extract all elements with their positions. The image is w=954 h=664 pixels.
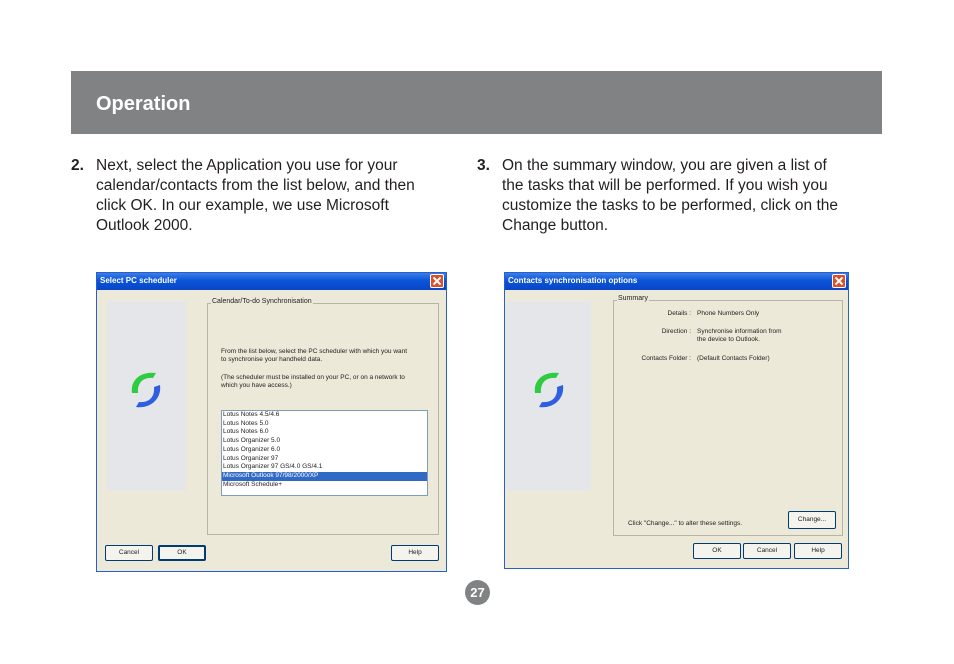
step-number: 2.: [71, 157, 84, 174]
list-item[interactable]: Lotus Organizer 97 GS/4.0 GS/4.1: [223, 463, 323, 471]
page-number: 27: [465, 580, 490, 605]
step-line: the tasks that will be performed. If you wish you: [502, 177, 828, 194]
step-line: Outlook 2000.: [96, 217, 193, 234]
list-item[interactable]: Lotus Notes 6.0: [223, 428, 269, 436]
group-label: Calendar/To-do Synchronisation: [212, 298, 312, 305]
list-item[interactable]: Lotus Organizer 5.0: [223, 437, 281, 445]
dialog-title: Select PC scheduler: [100, 276, 177, 285]
section-header: [71, 71, 882, 134]
select-pc-scheduler-dialog: [96, 272, 447, 572]
contacts-sync-options-dialog: [504, 272, 849, 569]
step-text: [502, 156, 838, 236]
instruction-line: From the list below, select the PC scheduler with which you want: [221, 348, 408, 355]
sync-logo-icon: [126, 367, 166, 413]
step-text: [96, 156, 415, 236]
list-item[interactable]: Microsoft Schedule+: [223, 480, 283, 488]
change-button[interactable]: Change...: [788, 511, 836, 529]
step-line: On the summary window, you are given a list of: [502, 157, 827, 174]
help-button[interactable]: Help: [391, 545, 439, 561]
step-line: calendar/contacts from the list below, and then: [96, 177, 415, 194]
change-hint: Click "Change..." to alter these settings.: [628, 520, 743, 527]
sync-logo-icon: [529, 367, 569, 413]
side-panel: [507, 301, 591, 491]
note-line: which you have access.): [221, 382, 292, 389]
direction-label: Direction :: [661, 328, 691, 335]
step-line: Change button.: [502, 217, 609, 234]
section-title: Operation: [96, 93, 191, 115]
details-label: Details :: [667, 310, 691, 317]
close-icon[interactable]: [430, 274, 444, 288]
cancel-button[interactable]: Cancel: [743, 543, 791, 559]
side-panel: [107, 301, 186, 491]
details-value: [697, 310, 759, 318]
step-line: customize the tasks to be performed, click on the: [502, 197, 838, 214]
close-icon[interactable]: [832, 274, 846, 288]
cancel-button[interactable]: Cancel: [105, 545, 153, 561]
calendar-sync-group: [207, 298, 439, 535]
contacts-folder-label: Contacts Folder :: [641, 355, 691, 362]
help-button[interactable]: Help: [794, 543, 842, 559]
group-label: Summary: [618, 295, 648, 302]
note-text: [221, 374, 405, 390]
ok-button[interactable]: OK: [158, 545, 206, 561]
list-item[interactable]: Lotus Organizer 6.0: [223, 445, 281, 453]
contacts-folder-value: [697, 355, 770, 363]
ok-button[interactable]: OK: [693, 543, 741, 559]
step-line: click OK. In our example, we use Microsoft: [96, 197, 389, 214]
instruction-text: [221, 348, 407, 364]
step-line: Next, select the Application you use for your: [96, 157, 398, 174]
value-line: (Default Contacts Folder): [697, 355, 770, 362]
step-number: 3.: [477, 157, 490, 174]
dialog-titlebar[interactable]: [97, 273, 446, 290]
value-line: Synchronise information from: [697, 328, 782, 335]
note-line: (The scheduler must be installed on your PC, or on a network to: [221, 374, 405, 381]
list-item-selected[interactable]: Microsoft Outlook 97/98/2000/XP: [222, 472, 427, 481]
summary-group: [613, 295, 843, 536]
direction-value: [697, 328, 782, 344]
list-item[interactable]: Lotus Notes 4.5/4.6: [223, 411, 280, 418]
value-line: Phone Numbers Only: [697, 310, 760, 317]
instruction-line: to synchronise your handheld data.: [221, 356, 323, 363]
list-item[interactable]: Lotus Notes 5.0: [223, 419, 269, 427]
dialog-title: Contacts synchronisation options: [508, 276, 638, 285]
scheduler-listbox[interactable]: [221, 410, 428, 496]
list-item[interactable]: Lotus Organizer 97: [223, 454, 279, 462]
dialog-titlebar[interactable]: [505, 273, 848, 290]
value-line: the device to Outlook.: [697, 336, 760, 343]
